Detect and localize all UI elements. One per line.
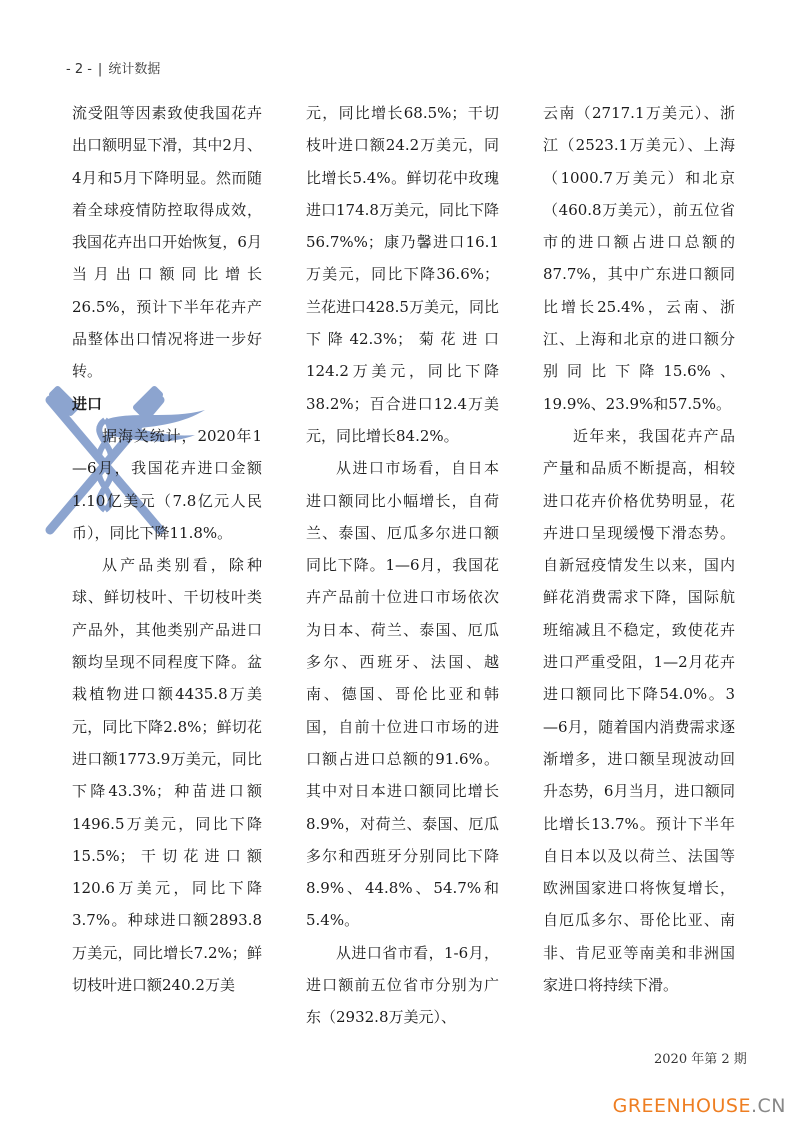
brand-main: GREENHOUSE: [612, 1095, 751, 1117]
paragraph: 据海关统计，2020年1—6月，我国花卉进口金额1.10亿美元（7.8亿元人民币），同比下降11.8%。: [72, 426, 262, 542]
paragraph: 从产品类别看，除种球、鲜切枝叶、干切枝叶类产品外，其他类别产品进口额均呈现不同程度下降。盆栽植物进口额4435.8万美元，同比下降2.8%；鲜切花进口额1773.9万美元，同比下降43.3%；种苗进口额1496.5万美元，同比下降15.5%；干切花进口额120.6万美元，同比下降3.7%。种球进口额2893.8万美元，同比增长7.2%；鲜切枝叶进口额240.2万美: [72, 556, 262, 995]
page-number: - 2 -: [66, 62, 92, 77]
paragraph: 从进口省市看，1-6月，进口额前五位省市分别为广东（2932.8万美元）、: [306, 943, 499, 1027]
site-watermark-logo: [613, 1095, 786, 1117]
paragraph: 流受阻等因素致使我国花卉出口额明显下滑，其中2月、4月和5月下降明显。然而随着全球疫情防控取得成效，我国花卉出口开始恢复，6月当月出口额同比增长26.5%，预计下半年花卉产品整体出口情况将进一步好转。: [72, 104, 262, 381]
text-column-middle: [306, 97, 499, 1034]
section-title: 统计数据: [108, 62, 161, 77]
text-column-right: [543, 97, 735, 1001]
issue-footer: 2020 年第 2 期: [654, 1052, 747, 1067]
paragraph: 近年来，我国花卉产品产量和品质不断提高，相较进口花卉价格优势明显，花卉进口呈现缓慢下滑态势。自新冠疫情发生以来，国内鲜花消费需求下降，国际航班缩减且不稳定，致使花卉进口严重受阻，1—2月花卉进口额同比下降54.0%。3—6月，随着国内消费需求逐渐增多，进口额呈现波动回升态势，6月当月，进口额同比增长13.7%。预计下半年自日本以及以荷兰、法国等欧洲国家进口将恢复增长，自厄瓜多尔、哥伦比亚、南非、肯尼亚等南美和非洲国家进口将持续下滑。: [543, 426, 735, 995]
running-header: [66, 58, 160, 77]
paragraph: 元，同比增长68.5%；干切枝叶进口额24.2万美元，同比增长5.4%。鲜切花中玫瑰进口174.8万美元，同比下降56.7%%；康乃馨进口16.1万美元，同比下降36.6%；兰花进口428.5万美元，同比下降42.3%；菊花进口124.2万美元，同比下降38.2%；百合进口12.4万美元，同比增长84.2%。: [306, 104, 499, 445]
text-column-left: [72, 97, 262, 1001]
header-separator: |: [97, 62, 103, 77]
paragraph: 云南（2717.1万美元）、浙江（2523.1万美元）、上海（1000.7万美元）和北京（460.8万美元），前五位省市的进口额占进口总额的87.7%，其中广东进口额同比增长25.4%，云南、浙江、上海和北京的进口额分别同比下降15.6%、19.9%、23.9%和57.5%。: [543, 104, 735, 413]
brand-suffix: .CN: [750, 1095, 786, 1117]
paragraph: 从进口市场看，自日本进口额同比小幅增长，自荷兰、泰国、厄瓜多尔进口额同比下降。1—6月，我国花卉产品前十位进口市场依次为日本、荷兰、泰国、厄瓜多尔、西班牙、法国、越南、德国、哥伦比亚和韩国，自前十位进口市场的进口额占进口总额的91.6%。其中对日本进口额同比增长8.9%，对荷兰、泰国、厄瓜多尔和西班牙分别同比下降8.9%、44.8%、54.7%和5.4%。: [306, 459, 499, 930]
subheading-import: 进口: [72, 394, 103, 413]
